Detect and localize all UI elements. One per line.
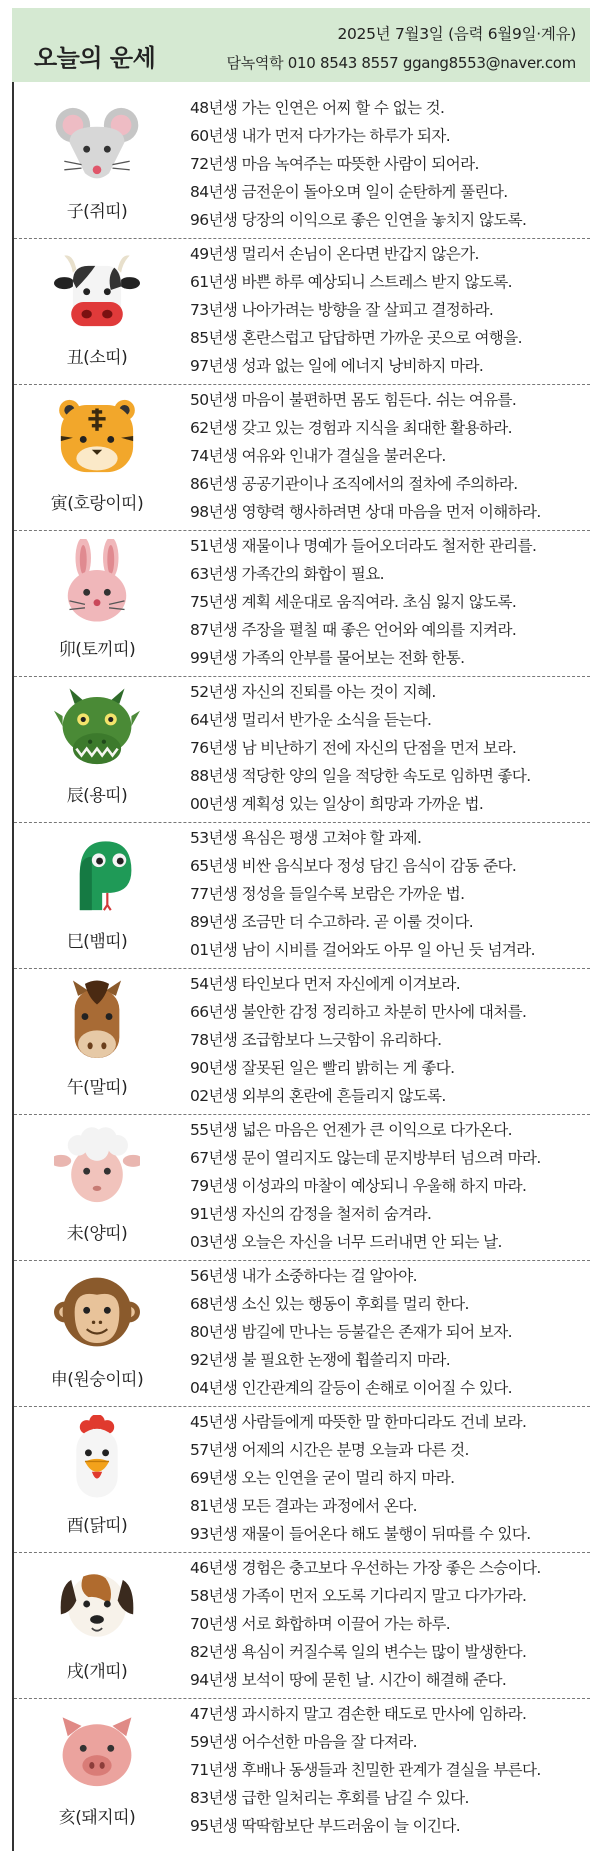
header-banner [12, 8, 590, 82]
fortune-line: 60년생 내가 먼저 다가가는 하루가 되자. [190, 127, 451, 145]
zodiac-label: 未(양띠) [66, 1224, 128, 1244]
fortune-line: 87년생 주장을 펼칠 때 좋은 언어와 예의를 지켜라. [190, 621, 517, 639]
zodiac-row-sheep [14, 1115, 590, 1261]
page-title: 오늘의 운세 [34, 44, 156, 72]
date-line: 2025년 7월3일 (음력 6월9일·계유) [337, 25, 576, 43]
rooster-icon [54, 1415, 140, 1501]
zodiac-row-horse [14, 969, 590, 1115]
fortune-line: 68년생 소신 있는 행동이 후회를 멀리 한다. [190, 1295, 469, 1313]
zodiac-row-pig [14, 1699, 590, 1845]
zodiac-row-rooster [14, 1407, 590, 1553]
fortune-line: 61년생 바쁜 하루 예상되니 스트레스 받지 않도록. [190, 273, 512, 291]
fortune-line: 74년생 여유와 인내가 결실을 불러온다. [190, 447, 446, 465]
zodiac-label: 子(쥐띠) [66, 202, 128, 222]
fortune-line: 63년생 가족간의 화합이 필요. [190, 565, 384, 583]
fortune-line: 49년생 멀리서 손님이 온다면 반갑지 않은가. [190, 245, 479, 263]
contact-line: 담녹역학 010 8543 8557 ggang8553@naver.com [226, 54, 576, 72]
fortune-line: 78년생 조급함보다 느긋함이 유리하다. [190, 1031, 442, 1049]
zodiac-label: 卯(토끼띠) [58, 640, 136, 660]
rat-icon [54, 101, 140, 187]
fortune-lines [190, 240, 590, 380]
fortune-line: 77년생 정성을 들일수록 보람은 가까운 법. [190, 885, 465, 903]
fortune-line: 73년생 나아가려는 방향을 잘 살피고 결정하라. [190, 301, 494, 319]
fortune-line: 90년생 잘못된 일은 빨리 밝히는 게 좋다. [190, 1059, 455, 1077]
zodiac-row-rat [14, 93, 590, 239]
fortune-line: 75년생 계획 세운대로 움직여라. 초심 잃지 않도록. [190, 593, 517, 611]
zodiac-row-snake [14, 823, 590, 969]
fortune-line: 57년생 어제의 시간은 분명 오늘과 다른 것. [190, 1441, 469, 1459]
fortune-line: 98년생 영향력 행사하려면 상대 마음을 먼저 이해하라. [190, 503, 541, 521]
fortune-line: 59년생 어수선한 마음을 잘 다져라. [190, 1733, 418, 1751]
zodiac-label: 酉(닭띠) [66, 1516, 128, 1536]
fortune-line: 83년생 급한 일처리는 후회를 남길 수 있다. [190, 1789, 469, 1807]
zodiac-list [14, 93, 590, 1845]
zodiac-row-dragon [14, 677, 590, 823]
rabbit-icon [54, 539, 140, 625]
fortune-lines [190, 94, 590, 234]
fortune-line: 56년생 내가 소중하다는 걸 알아야. [190, 1267, 418, 1285]
fortune-line: 72년생 마음 녹여주는 따뜻한 사람이 되어라. [190, 155, 479, 173]
fortune-lines [190, 532, 590, 672]
zodiac-label: 丑(소띠) [66, 348, 128, 368]
fortune-lines [190, 824, 590, 964]
fortune-lines [190, 1408, 590, 1548]
fortune-line: 86년생 공공기관이나 조직에서의 절차에 주의하라. [190, 475, 518, 493]
dragon-icon [54, 685, 140, 771]
fortune-line: 91년생 자신의 감정을 철저히 숨겨라. [190, 1205, 432, 1223]
fortune-line: 01년생 남이 시비를 걸어와도 아무 일 아닌 듯 넘겨라. [190, 941, 535, 959]
zodiac-label: 寅(호랑이띠) [50, 494, 144, 514]
zodiac-row-tiger [14, 385, 590, 531]
fortune-line: 89년생 조금만 더 수고하라. 곧 이룰 것이다. [190, 913, 474, 931]
fortune-line: 82년생 욕심이 커질수록 일의 변수는 많이 발생한다. [190, 1643, 527, 1661]
fortune-line: 47년생 과시하지 말고 겸손한 태도로 만사에 임하라. [190, 1705, 527, 1723]
fortune-line: 03년생 오늘은 자신을 너무 드러내면 안 되는 날. [190, 1233, 502, 1251]
fortune-lines [190, 970, 590, 1110]
fortune-lines [190, 678, 590, 818]
fortune-line: 88년생 적당한 양의 일을 적당한 속도로 임하면 좋다. [190, 767, 531, 785]
fortune-line: 46년생 경험은 충고보다 우선하는 가장 좋은 스승이다. [190, 1559, 541, 1577]
fortune-line: 55년생 넓은 마음은 언젠가 큰 이익으로 다가온다. [190, 1121, 512, 1139]
fortune-line: 71년생 후배나 동생들과 친밀한 관계가 결실을 부른다. [190, 1761, 541, 1779]
zodiac-label: 亥(돼지띠) [58, 1808, 136, 1828]
fortune-lines [190, 386, 590, 526]
fortune-line: 85년생 혼란스럽고 답답하면 가까운 곳으로 여행을. [190, 329, 522, 347]
fortune-line: 65년생 비싼 음식보다 정성 담긴 음식이 감동 준다. [190, 857, 517, 875]
sheep-icon [54, 1123, 140, 1209]
fortune-line: 00년생 계획성 있는 일상이 희망과 가까운 법. [190, 795, 484, 813]
fortune-line: 94년생 보석이 땅에 묻힌 날. 시간이 해결해 준다. [190, 1671, 507, 1689]
fortune-line: 54년생 타인보다 먼저 자신에게 이겨보라. [190, 975, 461, 993]
zodiac-label: 巳(뱀띠) [66, 932, 128, 952]
monkey-icon [54, 1269, 140, 1355]
dog-icon [54, 1561, 140, 1647]
fortune-line: 76년생 남 비난하기 전에 자신의 단점을 먼저 보라. [190, 739, 517, 757]
fortune-line: 99년생 가족의 안부를 물어보는 전화 한통. [190, 649, 465, 667]
fortune-lines [190, 1554, 590, 1694]
fortune-line: 95년생 딱딱함보단 부드러움이 늘 이긴다. [190, 1817, 461, 1835]
fortune-line: 92년생 불 필요한 논쟁에 휩쓸리지 마라. [190, 1351, 451, 1369]
zodiac-label: 午(말띠) [66, 1078, 128, 1098]
fortune-line: 52년생 자신의 진퇴를 아는 것이 지혜. [190, 683, 436, 701]
fortune-lines [190, 1116, 590, 1256]
fortune-line: 04년생 인간관계의 갈등이 손해로 이어질 수 있다. [190, 1379, 512, 1397]
fortune-line: 58년생 가족이 먼저 오도록 기다리지 말고 다가가라. [190, 1587, 527, 1605]
zodiac-label: 申(원숭이띠) [50, 1370, 144, 1390]
fortune-line: 50년생 마음이 불편하면 몸도 힘든다. 쉬는 여유를. [190, 391, 517, 409]
fortune-line: 02년생 외부의 혼란에 흔들리지 않도록. [190, 1087, 446, 1105]
zodiac-row-monkey [14, 1261, 590, 1407]
fortune-line: 81년생 모든 결과는 과정에서 온다. [190, 1497, 418, 1515]
fortune-line: 64년생 멀리서 반가운 소식을 듣는다. [190, 711, 432, 729]
fortune-line: 48년생 가는 인연은 어찌 할 수 없는 것. [190, 99, 445, 117]
fortune-line: 67년생 문이 열리지도 않는데 문지방부터 넘으려 마라. [190, 1149, 541, 1167]
fortune-lines [190, 1262, 590, 1402]
fortune-line: 45년생 사람들에게 따뜻한 말 한마디라도 건네 보라. [190, 1413, 527, 1431]
fortune-line: 69년생 오는 인연을 굳이 멀리 하지 마라. [190, 1469, 455, 1487]
tiger-icon [54, 393, 140, 479]
fortune-line: 53년생 욕심은 평생 고쳐야 할 과제. [190, 829, 422, 847]
fortune-line: 97년생 성과 없는 일에 에너지 낭비하지 마라. [190, 357, 484, 375]
horse-icon [54, 977, 140, 1063]
fortune-line: 93년생 재물이 들어온다 해도 불행이 뒤따를 수 있다. [190, 1525, 531, 1543]
fortune-line: 66년생 불안한 감정 정리하고 차분히 만사에 대처를. [190, 1003, 527, 1021]
fortune-lines [190, 1700, 590, 1840]
fortune-line: 96년생 당장의 이익으로 좋은 인연을 놓치지 않도록. [190, 211, 527, 229]
fortune-line: 79년생 이성과의 마찰이 예상되니 우울해 하지 마라. [190, 1177, 527, 1195]
pig-icon [54, 1707, 140, 1793]
fortune-line: 51년생 재물이나 명예가 들어오더라도 철저한 관리를. [190, 537, 537, 555]
fortune-line: 70년생 서로 화합하며 이끌어 가는 하루. [190, 1615, 451, 1633]
snake-icon [54, 831, 140, 917]
fortune-line: 84년생 금전운이 돌아오며 일이 순탄하게 풀린다. [190, 183, 508, 201]
fortune-line: 80년생 밤길에 만나는 등불같은 존재가 되어 보자. [190, 1323, 512, 1341]
zodiac-label: 辰(용띠) [66, 786, 128, 806]
zodiac-row-dog [14, 1553, 590, 1699]
zodiac-label: 戌(개띠) [66, 1662, 128, 1682]
fortune-line: 62년생 갖고 있는 경험과 지식을 최대한 활용하라. [190, 419, 512, 437]
zodiac-row-ox [14, 239, 590, 385]
ox-icon [54, 247, 140, 333]
zodiac-row-rabbit [14, 531, 590, 677]
